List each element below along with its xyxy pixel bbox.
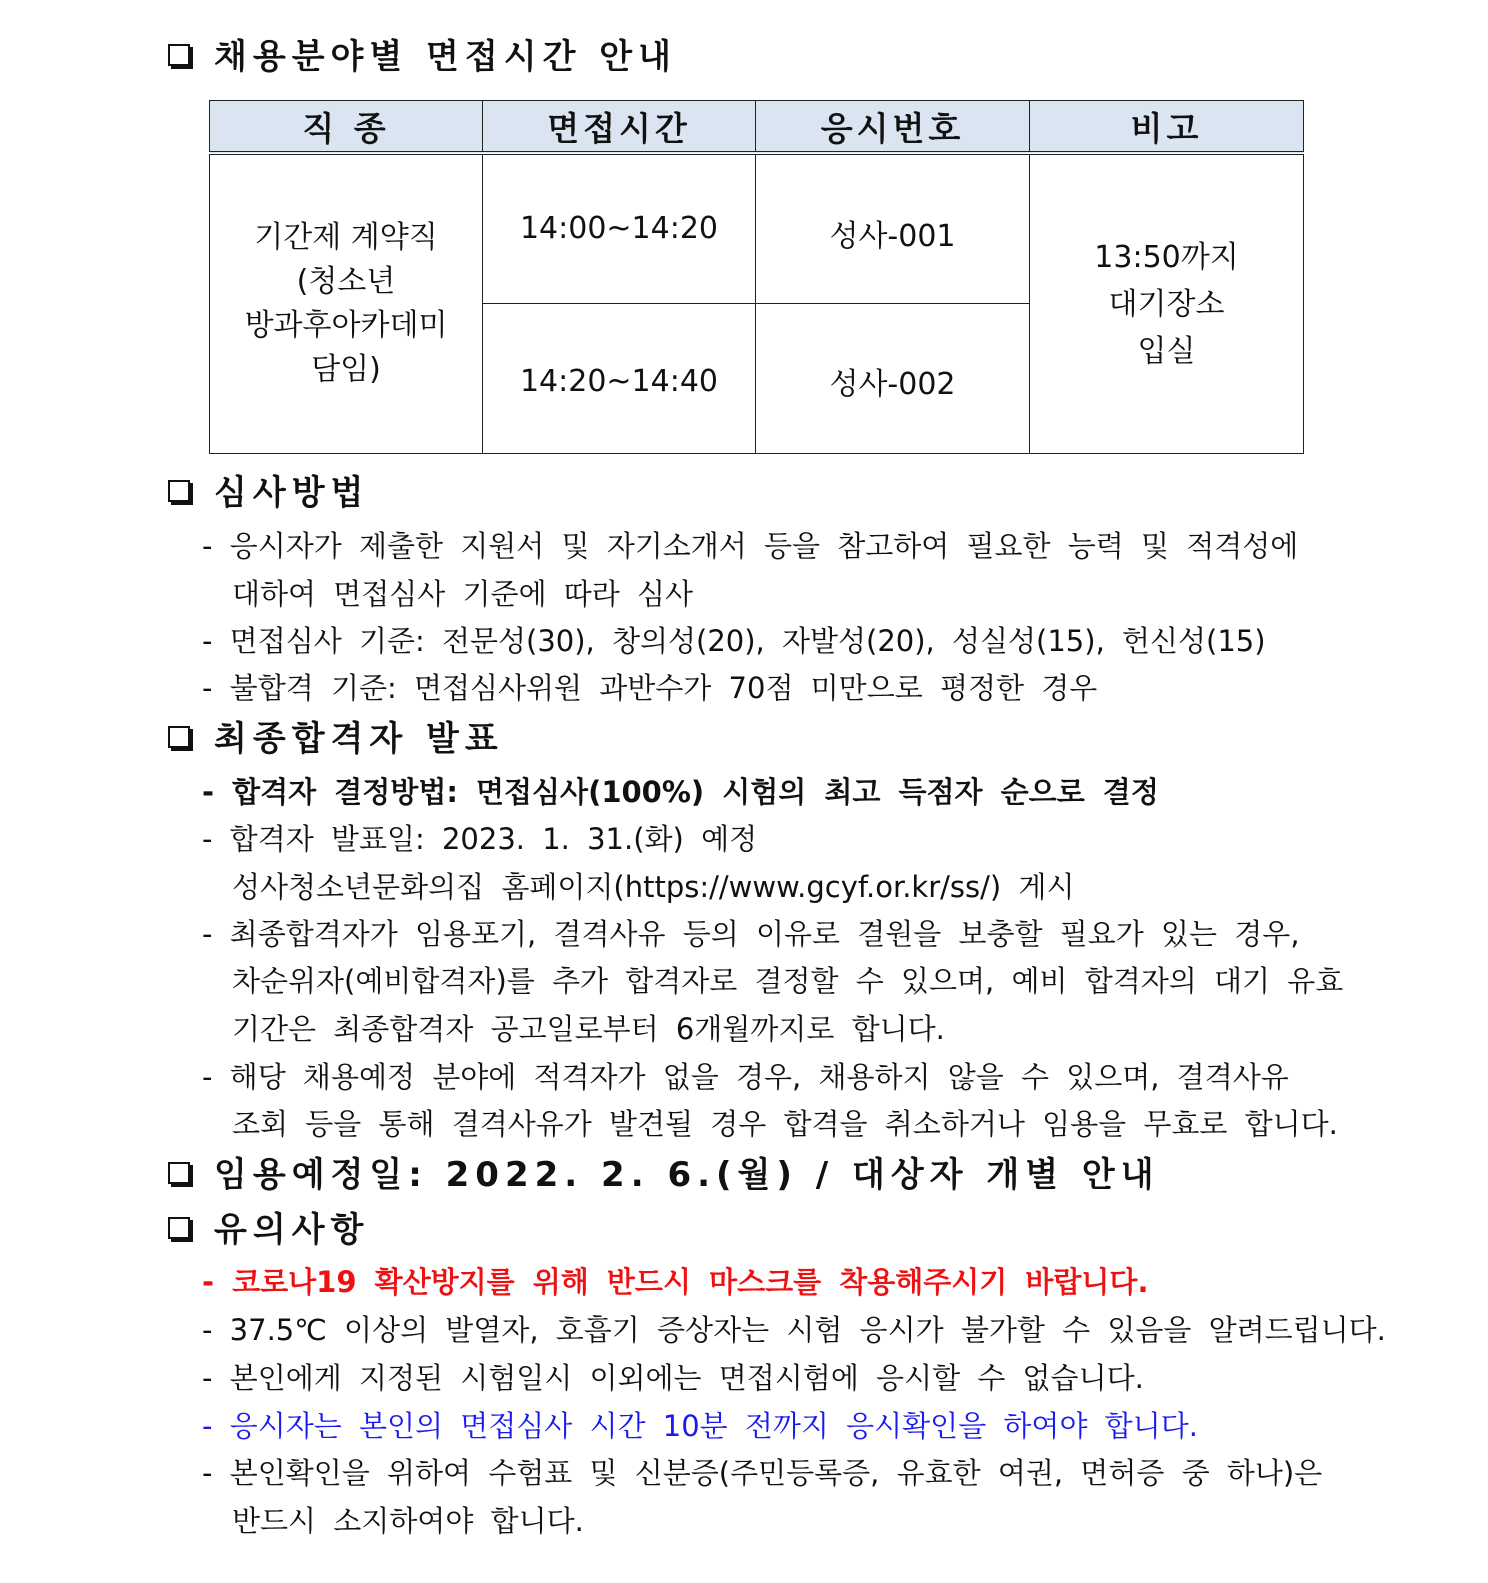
notes-line-2: - 37.5℃ 이상의 발열자, 호흡기 증상자는 시험 응시가 불가할 수 있음을 알려드립니다. — [202, 1313, 1386, 1347]
section-title-final: 최종합격자 발표 — [168, 722, 504, 756]
notes-line-5: - 본인확인을 위하여 수험표 및 신분증(주민등록증, 유효한 여권, 면허증 중 하나)은 — [202, 1456, 1323, 1490]
header-number: 응시번호 — [756, 101, 1030, 154]
section-title-notes: 유의사항 — [168, 1213, 369, 1247]
remark-cell: 13:50까지 대기장소 입실 — [1030, 153, 1304, 453]
method-line-2: - 면접심사 기준: 전문성(30), 창의성(20), 자발성(20), 성실성(15), 헌신성(15) — [202, 624, 1266, 658]
method-line-1-cont: 대하여 면접심사 기준에 따라 심사 — [232, 577, 694, 611]
final-line-2: - 합격자 발표일: 2023. 1. 31.(화) 예정 — [202, 822, 758, 856]
table-header-row — [210, 101, 1304, 154]
notes-line-4: - 응시자는 본인의 면접심사 시간 10분 전까지 응시확인을 하여야 합니다. — [202, 1409, 1198, 1443]
final-line-2-cont: 성사청소년문화의집 홈페이지(https://www.gcyf.or.kr/ss/) 게시 — [232, 870, 1075, 904]
section-title-appointment: 임용예정일: 2022. 2. 6.(월) / 대상자 개별 안내 — [168, 1158, 1160, 1192]
final-line-4: - 해당 채용예정 분야에 적격자가 없을 경우, 채용하지 않을 수 있으며, 결격사유 — [202, 1060, 1289, 1094]
header-remark: 비고 — [1030, 101, 1304, 154]
section-title-method: 심사방법 — [168, 476, 369, 510]
notes-line-1: - 코로나19 확산방지를 위해 반드시 마스크를 착용해주시기 바랍니다. — [202, 1265, 1149, 1299]
number-cell: 성사-002 — [756, 303, 1030, 453]
checkbox-bullet-icon — [168, 726, 190, 748]
method-line-1: - 응시자가 제출한 지원서 및 자기소개서 등을 참고하여 필요한 능력 및 적격성에 — [202, 529, 1299, 563]
final-line-3: - 최종합격자가 임용포기, 결격사유 등의 이유로 결원을 보충할 필요가 있는 경우, — [202, 917, 1300, 951]
checkbox-bullet-icon — [168, 1162, 190, 1184]
header-time: 면접시간 — [483, 101, 756, 154]
header-job: 직 종 — [210, 101, 483, 154]
interview-schedule-table — [209, 100, 1304, 454]
checkbox-bullet-icon — [168, 480, 190, 502]
table-row — [210, 153, 1304, 303]
checkbox-bullet-icon — [168, 44, 190, 66]
section-title-schedule: 채용분야별 면접시간 안내 — [168, 40, 677, 74]
checkbox-bullet-icon — [168, 1217, 190, 1239]
final-line-3-cont1: 차순위자(예비합격자)를 추가 합격자로 결정할 수 있으며, 예비 합격자의 대기 유효 — [232, 964, 1344, 998]
job-cell: 기간제 계약직 (청소년 방과후아카데미 담임) — [210, 153, 483, 453]
time-cell: 14:20~14:40 — [483, 303, 756, 453]
number-cell: 성사-001 — [756, 153, 1030, 303]
method-line-3: - 불합격 기준: 면접심사위원 과반수가 70점 미만으로 평정한 경우 — [202, 671, 1098, 705]
final-line-3-cont2: 기간은 최종합격자 공고일로부터 6개월까지로 합니다. — [232, 1012, 945, 1046]
time-cell: 14:00~14:20 — [483, 153, 756, 303]
notes-line-3: - 본인에게 지정된 시험일시 이외에는 면접시험에 응시할 수 없습니다. — [202, 1361, 1144, 1395]
final-line-1: - 합격자 결정방법: 면접심사(100%) 시험의 최고 득점자 순으로 결정 — [202, 775, 1159, 809]
final-line-4-cont: 조회 등을 통해 결격사유가 발견될 경우 합격을 취소하거나 임용을 무효로 합니다. — [232, 1107, 1338, 1141]
notes-line-5-cont: 반드시 소지하여야 합니다. — [232, 1504, 584, 1538]
